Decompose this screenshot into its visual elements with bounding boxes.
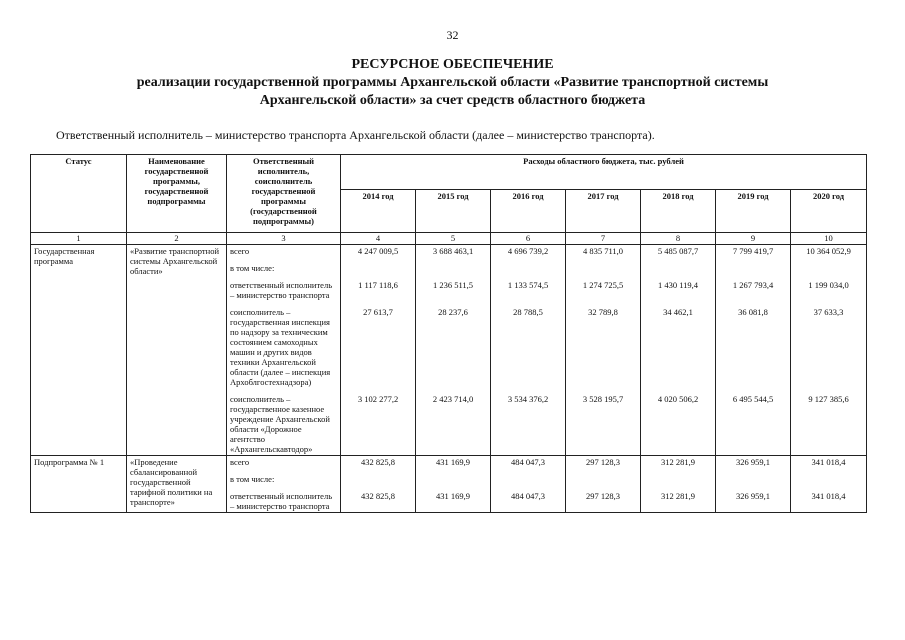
header-year: 2018 год bbox=[641, 190, 716, 233]
row-value: 10 364 052,9 bbox=[791, 245, 867, 258]
row-value: 1 274 725,5 bbox=[566, 274, 641, 301]
row-value: 297 128,3 bbox=[566, 485, 641, 513]
column-number-row bbox=[31, 233, 867, 245]
column-number: 5 bbox=[416, 233, 491, 245]
page-number: 32 bbox=[446, 28, 459, 42]
row-value bbox=[716, 257, 791, 274]
row-value: 28 237,6 bbox=[416, 301, 491, 388]
header-name: Наименование государственной программы, государственной подпрограммы bbox=[127, 155, 227, 233]
row-value: 1 267 793,4 bbox=[716, 274, 791, 301]
title-main: РЕСУРСНОЕ ОБЕСПЕЧЕНИЕ bbox=[351, 57, 554, 72]
row-value: 9 127 385,6 bbox=[791, 388, 867, 456]
row-value: 341 018,4 bbox=[791, 485, 867, 513]
row-status: Подпрограмма № 1 bbox=[31, 456, 127, 513]
row-value bbox=[716, 468, 791, 485]
row-value: 3 688 463,1 bbox=[416, 245, 491, 258]
row-value: 1 117 118,6 bbox=[341, 274, 416, 301]
header-status: Статус bbox=[31, 155, 127, 233]
row-value: 1 133 574,5 bbox=[491, 274, 566, 301]
row-value: 5 485 087,7 bbox=[641, 245, 716, 258]
row-value bbox=[416, 257, 491, 274]
row-value: 37 633,3 bbox=[791, 301, 867, 388]
row-value bbox=[641, 468, 716, 485]
row-value: 312 281,9 bbox=[641, 485, 716, 513]
row-value bbox=[491, 257, 566, 274]
row-value: 312 281,9 bbox=[641, 456, 716, 469]
row-value bbox=[416, 468, 491, 485]
row-executor: в том числе: bbox=[227, 257, 341, 274]
table-row bbox=[31, 456, 867, 469]
row-value: 4 835 711,0 bbox=[566, 245, 641, 258]
header-expenses: Расходы областного бюджета, тыс. рублей bbox=[341, 155, 867, 190]
header-year: 2016 год bbox=[491, 190, 566, 233]
header-executor: Ответственный исполнитель, соисполнитель государственной программы (государственной подпрограммы) bbox=[227, 155, 341, 233]
row-value: 326 959,1 bbox=[716, 456, 791, 469]
row-executor: соисполнитель – государственная инспекция по надзору за техническим состоянием самоходных машин и других видов техники Архангельской области (далее – инспекция Архоблгостехнадзора) bbox=[227, 301, 341, 388]
column-number: 9 bbox=[716, 233, 791, 245]
row-value: 4 020 506,2 bbox=[641, 388, 716, 456]
column-number: 2 bbox=[127, 233, 227, 245]
row-value: 326 959,1 bbox=[716, 485, 791, 513]
table-row bbox=[31, 245, 867, 258]
row-value bbox=[566, 468, 641, 485]
row-value: 28 788,5 bbox=[491, 301, 566, 388]
column-number: 3 bbox=[227, 233, 341, 245]
row-value bbox=[341, 257, 416, 274]
column-number: 8 bbox=[641, 233, 716, 245]
row-value: 341 018,4 bbox=[791, 456, 867, 469]
row-program-name: «Проведение сбалансированной государственной тарифной политики на транспорте» bbox=[127, 456, 227, 513]
row-value: 432 825,8 bbox=[341, 456, 416, 469]
row-status: Государственная программа bbox=[31, 245, 127, 456]
header-year: 2015 год bbox=[416, 190, 491, 233]
row-value: 2 423 714,0 bbox=[416, 388, 491, 456]
row-value bbox=[491, 468, 566, 485]
row-value: 27 613,7 bbox=[341, 301, 416, 388]
row-value bbox=[566, 257, 641, 274]
row-program-name: «Развитие транспортной системы Архангельской области» bbox=[127, 245, 227, 456]
row-value: 3 528 195,7 bbox=[566, 388, 641, 456]
column-number: 10 bbox=[791, 233, 867, 245]
row-value: 4 247 009,5 bbox=[341, 245, 416, 258]
row-value: 36 081,8 bbox=[716, 301, 791, 388]
row-executor: соисполнитель – государственное казенное учреждение Архангельской области «Дорожное агентство «Архангельскавтодор» bbox=[227, 388, 341, 456]
row-value: 7 799 419,7 bbox=[716, 245, 791, 258]
row-value: 432 825,8 bbox=[341, 485, 416, 513]
row-value: 297 128,3 bbox=[566, 456, 641, 469]
row-value bbox=[341, 468, 416, 485]
row-executor: в том числе: bbox=[227, 468, 341, 485]
row-value: 484 047,3 bbox=[491, 456, 566, 469]
header-year: 2020 год bbox=[791, 190, 867, 233]
row-executor: ответственный исполнитель – министерство транспорта bbox=[227, 485, 341, 513]
row-value: 1 430 119,4 bbox=[641, 274, 716, 301]
row-value: 3 534 376,2 bbox=[491, 388, 566, 456]
header-year: 2014 год bbox=[341, 190, 416, 233]
column-number: 6 bbox=[491, 233, 566, 245]
column-number: 7 bbox=[566, 233, 641, 245]
document-title bbox=[0, 56, 905, 110]
row-value: 32 789,8 bbox=[566, 301, 641, 388]
row-value: 1 199 034,0 bbox=[791, 274, 867, 301]
row-executor: ответственный исполнитель – министерство транспорта bbox=[227, 274, 341, 301]
row-value bbox=[641, 257, 716, 274]
budget-table bbox=[30, 154, 867, 513]
header-year: 2017 год bbox=[566, 190, 641, 233]
header-year: 2019 год bbox=[716, 190, 791, 233]
column-number: 1 bbox=[31, 233, 127, 245]
row-value: 431 169,9 bbox=[416, 485, 491, 513]
row-value bbox=[791, 257, 867, 274]
responsible-executor-note: Ответственный исполнитель – министерство транспорта Архангельской области (далее – министерство транспорта). bbox=[56, 128, 655, 142]
row-value: 3 102 277,2 bbox=[341, 388, 416, 456]
row-value: 1 236 511,5 bbox=[416, 274, 491, 301]
row-value: 431 169,9 bbox=[416, 456, 491, 469]
column-number: 4 bbox=[341, 233, 416, 245]
row-value: 484 047,3 bbox=[491, 485, 566, 513]
row-value: 4 696 739,2 bbox=[491, 245, 566, 258]
row-value bbox=[791, 468, 867, 485]
row-executor: всего bbox=[227, 456, 341, 469]
row-executor: всего bbox=[227, 245, 341, 258]
row-value: 6 495 544,5 bbox=[716, 388, 791, 456]
header-row-1 bbox=[31, 155, 867, 190]
title-line-2: реализации государственной программы Архангельской области «Развитие транспортной системы bbox=[136, 75, 769, 90]
row-value: 34 462,1 bbox=[641, 301, 716, 388]
title-line-3: Архангельской области» за счет средств областного бюджета bbox=[259, 93, 646, 108]
